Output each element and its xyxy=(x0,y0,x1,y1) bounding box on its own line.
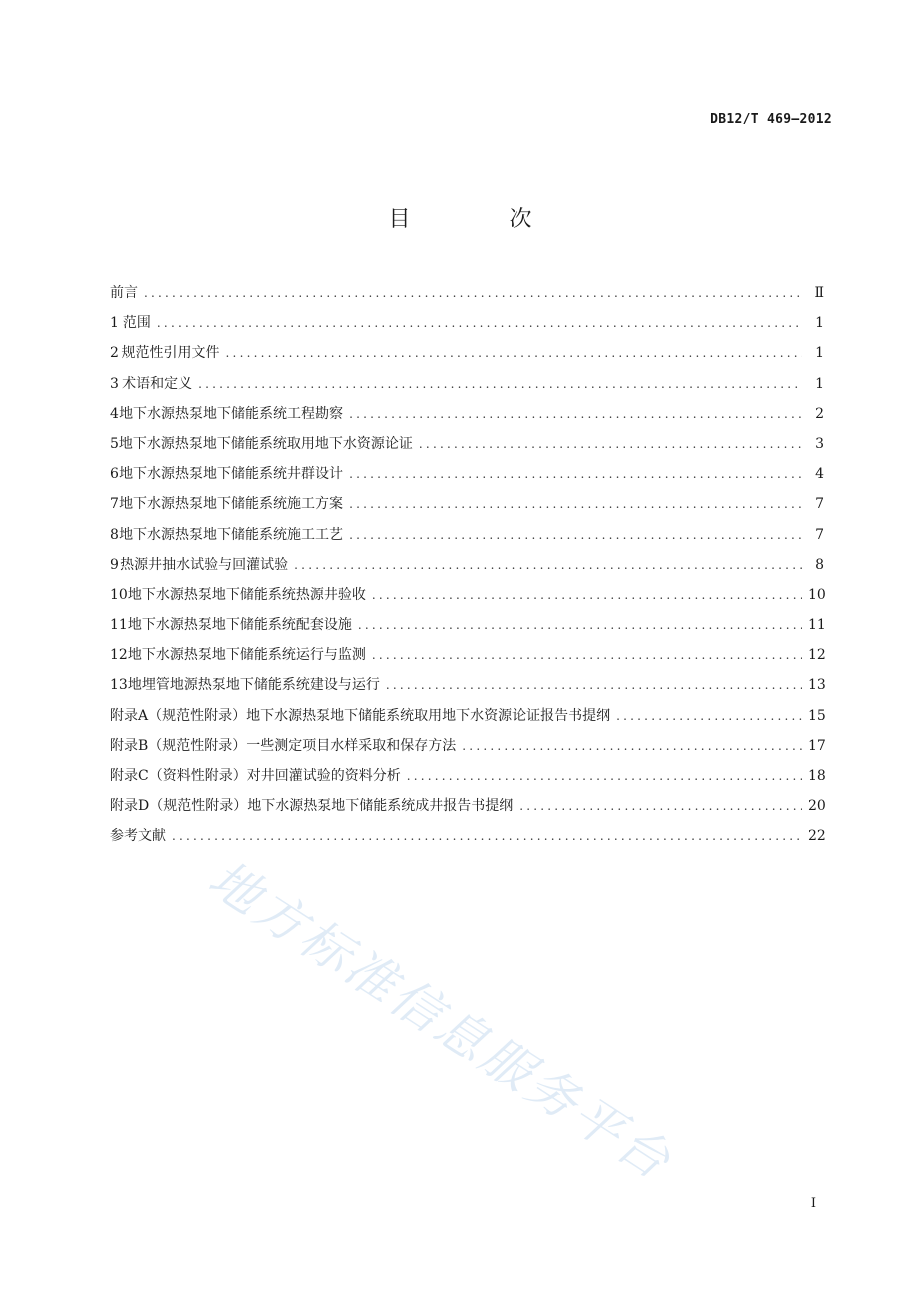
toc-entry-title: 地下水源热泵地下储能系统施工方案 xyxy=(119,496,344,513)
dot-leader xyxy=(294,550,802,580)
toc-entry[interactable] xyxy=(110,610,824,640)
page-number: I xyxy=(810,1196,816,1211)
toc-entry-page: 20 xyxy=(808,798,826,815)
toc-entry-number: 2 xyxy=(110,345,119,362)
toc-entry-number: 13 xyxy=(110,677,128,694)
toc-entry-page: 17 xyxy=(808,737,826,754)
dot-leader xyxy=(157,308,802,338)
toc-entry[interactable] xyxy=(110,308,824,338)
dot-leader xyxy=(349,520,802,550)
toc-entry[interactable] xyxy=(110,761,824,791)
dot-leader xyxy=(372,640,802,670)
toc-entry-number: 附录D（规范性附录） xyxy=(110,798,248,815)
toc-entry-page: 18 xyxy=(808,768,826,784)
toc-entry-page: 8 xyxy=(815,556,824,573)
table-of-contents xyxy=(110,278,824,852)
toc-entry[interactable] xyxy=(110,821,824,851)
toc-entry-page: 11 xyxy=(808,617,826,634)
toc-entry-number: 9 xyxy=(110,556,119,573)
toc-entry-page: 2 xyxy=(815,405,824,422)
toc-entry-page: 1 xyxy=(815,375,824,392)
dot-leader xyxy=(198,369,802,399)
dot-leader xyxy=(226,338,802,368)
watermark: 地方标准信息服务平台 xyxy=(198,849,683,1192)
dot-leader xyxy=(386,670,802,700)
dot-leader xyxy=(349,399,802,429)
toc-entry-page: 1 xyxy=(815,345,824,362)
toc-entry-title: 地下水源热泵地下储能系统取用地下水资源论证报告书提纲 xyxy=(246,707,611,724)
dot-leader xyxy=(172,821,802,851)
toc-entry-title: 地下水源热泵地下储能系统配套设施 xyxy=(127,617,352,634)
toc-entry[interactable] xyxy=(110,520,824,550)
toc-entry-number: 5 xyxy=(110,435,119,452)
toc-entry[interactable] xyxy=(110,580,824,610)
toc-entry-page: 7 xyxy=(815,496,824,513)
dot-leader xyxy=(419,429,802,459)
toc-entry-title: 地下水源热泵地下储能系统井群设计 xyxy=(119,466,344,483)
toc-entry-page: 15 xyxy=(808,707,826,724)
toc-entry-title: 地埋管地源热泵地下储能系统建设与运行 xyxy=(127,677,380,694)
toc-entry-number: 12 xyxy=(110,647,128,664)
toc-entry-page: 4 xyxy=(815,466,824,483)
toc-entry-number: 10 xyxy=(110,586,128,603)
toc-entry-title: 地下水源热泵地下储能系统施工工艺 xyxy=(119,526,344,543)
toc-entry-page: 3 xyxy=(815,435,824,452)
toc-entry[interactable] xyxy=(110,670,824,700)
toc-entry-page: 22 xyxy=(808,828,826,845)
toc-entry[interactable] xyxy=(110,550,824,580)
toc-entry-number: 附录B（规范性附录） xyxy=(110,737,247,754)
toc-entry-number: 4 xyxy=(110,405,119,422)
toc-entry[interactable] xyxy=(110,399,824,429)
toc-entry-title: 热源井抽水试验与回灌试验 xyxy=(120,556,289,573)
toc-entry-title: 术语和定义 xyxy=(122,375,193,392)
dot-leader xyxy=(372,580,802,610)
toc-entry[interactable] xyxy=(110,369,824,399)
dot-leader xyxy=(407,761,802,791)
page-title: 目 次 xyxy=(388,207,578,232)
toc-entry-title: 规范性引用文件 xyxy=(121,345,220,362)
toc-entry-number: 6 xyxy=(110,466,119,483)
toc-entry-title: 地下水源热泵地下储能系统成井报告书提纲 xyxy=(247,798,514,815)
dot-leader xyxy=(349,459,802,489)
dot-leader xyxy=(358,610,802,640)
toc-entry-number: 附录A（规范性附录） xyxy=(110,707,247,724)
toc-entry-page: 7 xyxy=(815,526,824,543)
toc-entry-title: 对井回灌试验的资料分析 xyxy=(246,768,401,784)
toc-entry[interactable] xyxy=(110,338,824,368)
toc-entry-number: 3 xyxy=(110,375,119,392)
toc-entry-number: 1 xyxy=(110,315,119,332)
toc-entry[interactable] xyxy=(110,791,824,821)
toc-entry[interactable] xyxy=(110,701,824,731)
toc-entry-number: 8 xyxy=(110,526,119,543)
toc-entry[interactable] xyxy=(110,489,824,519)
toc-entry[interactable] xyxy=(110,731,824,761)
toc-entry-title: 地下水源热泵地下储能系统热源井验收 xyxy=(127,586,366,603)
toc-entry-title: 一些测定项目水样采取和保存方法 xyxy=(246,737,457,754)
toc-entry-number: 7 xyxy=(110,496,119,513)
toc-entry-title: 地下水源热泵地下储能系统运行与监测 xyxy=(127,647,366,664)
toc-entry-title: 参考文献 xyxy=(110,828,166,845)
toc-entry-number: 11 xyxy=(110,617,128,634)
dot-leader xyxy=(349,489,802,519)
dot-leader xyxy=(144,278,802,308)
toc-entry-page: 1 xyxy=(815,315,824,332)
toc-entry-number: 附录C（资料性附录） xyxy=(110,768,247,784)
toc-entry-title: 地下水源热泵地下储能系统工程勘察 xyxy=(119,405,344,422)
toc-entry-title: 地下水源热泵地下储能系统取用地下水资源论证 xyxy=(118,435,413,452)
toc-entry-page: 12 xyxy=(808,647,826,664)
toc-entry[interactable] xyxy=(110,459,824,489)
dot-leader xyxy=(616,701,802,731)
toc-entry-page: 13 xyxy=(808,677,826,694)
toc-entry-page: 10 xyxy=(808,586,826,603)
toc-entry[interactable] xyxy=(110,278,824,308)
toc-entry-title: 前言 xyxy=(110,285,138,301)
standard-code: DB12/T 469—2012 xyxy=(710,112,832,127)
toc-entry-page: Ⅱ xyxy=(814,285,824,301)
dot-leader xyxy=(519,791,802,821)
dot-leader xyxy=(462,731,802,761)
toc-entry[interactable] xyxy=(110,640,824,670)
toc-entry[interactable] xyxy=(110,429,824,459)
toc-entry-title: 范围 xyxy=(122,315,151,332)
